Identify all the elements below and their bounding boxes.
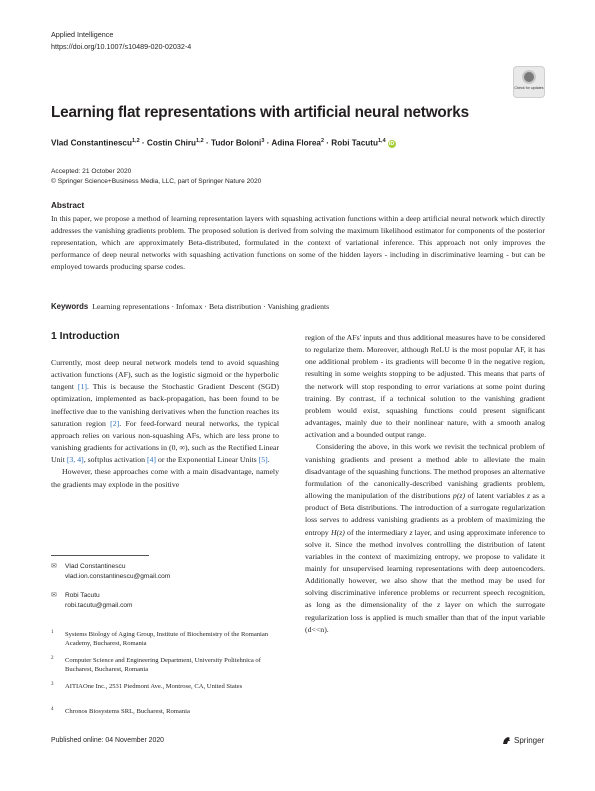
affiliation-text: Computer Science and Engineering Department, University Politehnica of Bucharest, Bucharest, Romania <box>65 657 261 674</box>
inline-math: z <box>409 527 413 537</box>
publisher-name: Springer <box>514 736 545 745</box>
keywords-label: Keywords <box>51 302 89 311</box>
abstract-heading: Abstract <box>51 201 85 210</box>
affiliation-4 <box>51 707 279 716</box>
author-affiliation-marker: 1,4 <box>378 138 386 144</box>
left-column <box>51 357 279 491</box>
author-list: Vlad Constantinescu$^{1,2}$ · Costin Chiru$^{1,2}$ · Tudor Boloni$^3$ · Adina Florea$^2$ · Robi Tacutu$^{1,4}$ iD <box>51 138 395 148</box>
section-heading-introduction: 1 Introduction <box>51 331 120 342</box>
citation-link[interactable]: [2] <box>110 418 120 428</box>
inline-math: p(z) <box>452 491 466 501</box>
right-column <box>305 332 545 636</box>
author-affiliation-marker: 3 <box>261 138 265 144</box>
correspondence-1 <box>51 562 170 581</box>
citation-link[interactable]: [3, 4] <box>66 455 84 465</box>
affiliation-number: 4 <box>51 707 54 712</box>
envelope-icon: ✉ <box>51 592 57 599</box>
affiliation-text: AITIAOne Inc., 2531 Piedmont Ave., Montrose, CA, United States <box>65 683 243 690</box>
published-online-date: Published online: 04 November 2020 <box>51 737 165 744</box>
author-name[interactable]: Costin Chiru <box>146 138 197 148</box>
author-name[interactable]: Tudor Boloni <box>210 138 262 148</box>
affiliation-number: 1 <box>51 630 54 635</box>
intro-paragraph-continued: region of the AFs' inputs and thus additional measures have to be considered to regularize them. Moreover, although ReLU is the most popular AF, it has one additional problem - its gradients will become 0 in the negative region, resulting in some weights stopping to be adjusted. This means that parts of the network will stop responding to error variations at some point during training. By contrast, if a technical solution to the vanishing gradient problem would exist, squashing functions could present significant advantages, mainly due to their nonlinear nature, with a smooth analog activation and a bounded output range. <box>305 333 545 440</box>
author-affiliation-marker: 2 <box>320 138 325 144</box>
doi-link[interactable]: https://doi.org/10.1007/s10489-020-02032-4 <box>51 42 192 51</box>
correspondence-name: Vlad Constantinescu <box>65 563 126 570</box>
author-affiliation-marker: 1,2 <box>131 138 140 144</box>
affiliation-number: 3 <box>51 682 54 687</box>
paper-title: Learning flat representations with artificial neural networks <box>51 104 469 121</box>
citation-link[interactable]: [1] <box>77 382 88 392</box>
affiliation-text: Systems Biology of Aging Group, Institute of Biochemistry of the Romanian Academy, Bucharest, Romania <box>65 631 269 648</box>
copyright-notice: © Springer Science+Business Media, LLC, part of Springer Nature 2020 <box>51 178 262 185</box>
inline-math: H(z) <box>331 527 345 537</box>
correspondence-email[interactable]: robi.tacutu@gmail.com <box>65 601 133 609</box>
citation-link[interactable]: [4] <box>146 455 157 465</box>
springer-horse-icon <box>502 736 512 745</box>
affiliation-text: Chronos Biosystems SRL, Bucharest, Romania <box>65 708 190 715</box>
citation-link[interactable]: [5] <box>258 455 268 465</box>
author-affiliation-marker: 1,2 <box>196 138 204 144</box>
correspondence-email[interactable]: vlad.ion.constantinescu@gmail.com <box>65 572 171 580</box>
footnote-divider <box>51 555 149 556</box>
crossmark-badge[interactable] <box>513 66 545 98</box>
affiliation-3 <box>51 682 279 691</box>
orcid-icon[interactable]: iD <box>388 140 395 147</box>
affiliation-number: 2 <box>51 656 54 661</box>
intro-paragraph-3: Considering the above, in this work we revisit the technical problem of vanishing gradients and present a method able to alleviate the main disadvantage of the squashing functions. The method proposes an alternative formulation of the canonically-described vanishing gradients problem, allowing the manipulation of the distributions p(z) of latent variables z as a product of Beta distributions. The introduction of a surrogate regularization loss serves to address vanishing gradients as a problem of maximizing the entropy H(z) of the intermediary z layer, and using approximate inference to solve it. Since the method involves controlling the distribution of latent variables in the context of maximizing entropy, we propose to validate it mainly for unsupervised learning representations with deep autoencoders. Additionally however, we also show that the method may be used for solving discriminative inference problems or recurrent speech recognition, as long as the dimensionality of the z layer on which the surrogate regularization loss is applied is much smaller than that of the input variable (d<<n). <box>305 442 546 634</box>
author-name[interactable]: Adina Florea <box>271 138 321 148</box>
correspondence-2 <box>51 591 133 610</box>
affiliation-2 <box>51 656 279 675</box>
crossmark-icon <box>522 70 536 84</box>
intro-paragraph-2: However, these approaches come with a main disadvantage, namely the gradients may explode in the positive <box>51 467 279 489</box>
inline-math: z <box>527 491 531 501</box>
author-name[interactable]: Vlad Constantinescu <box>51 138 132 148</box>
correspondence-name: Robi Tacutu <box>65 592 100 599</box>
inline-math: z <box>437 600 441 610</box>
journal-name: Applied Intelligence <box>51 30 114 39</box>
author-name[interactable]: Robi Tacutu <box>331 138 378 148</box>
keywords-text: Learning representations · Infomax · Beta distribution · Vanishing gradients <box>92 302 330 311</box>
crossmark-label: Check for updates <box>514 86 544 90</box>
accepted-date: Accepted: 21 October 2020 <box>51 168 132 175</box>
affiliation-1 <box>51 630 279 649</box>
intro-paragraph-1: Currently, most deep neural network models tend to avoid squashing activation functions (AF), such as the logistic sigmoid or the hyperbolic tangent [1]. This is because the Stochastic Gradient Descent (SGD) optimization, implemented as back-propagation, has been found to be ineffective due to the vanishing derivatives when the function reaches its saturation region [2]. For feed-forward neural networks, the typical approach relies on various non-squashing AFs, which are less prone to vanishing gradients for activations in (0, ∞), such as the Rectified Linear Unit [3, 4], softplus activation [4] or the Exponential Linear Units [5]. <box>51 358 280 465</box>
keywords <box>51 302 329 311</box>
publisher-logo <box>502 736 544 745</box>
abstract-text: In this paper, we propose a method of learning representation layers with squashing activation functions within a deep artificial neural network which directly addresses the vanishing gradients problem. The proposed solution is derived from solving the maximum likelihood estimator for components of the posterior representation, which are approximately Beta-distributed, formulated in the context of variational inference. This approach not only improves the performance of deep neural networks with squashing activation functions on some of the hidden layers - including in discriminative learning - but can be employed towards producing sparse codes. <box>51 214 545 271</box>
envelope-icon: ✉ <box>51 563 57 570</box>
